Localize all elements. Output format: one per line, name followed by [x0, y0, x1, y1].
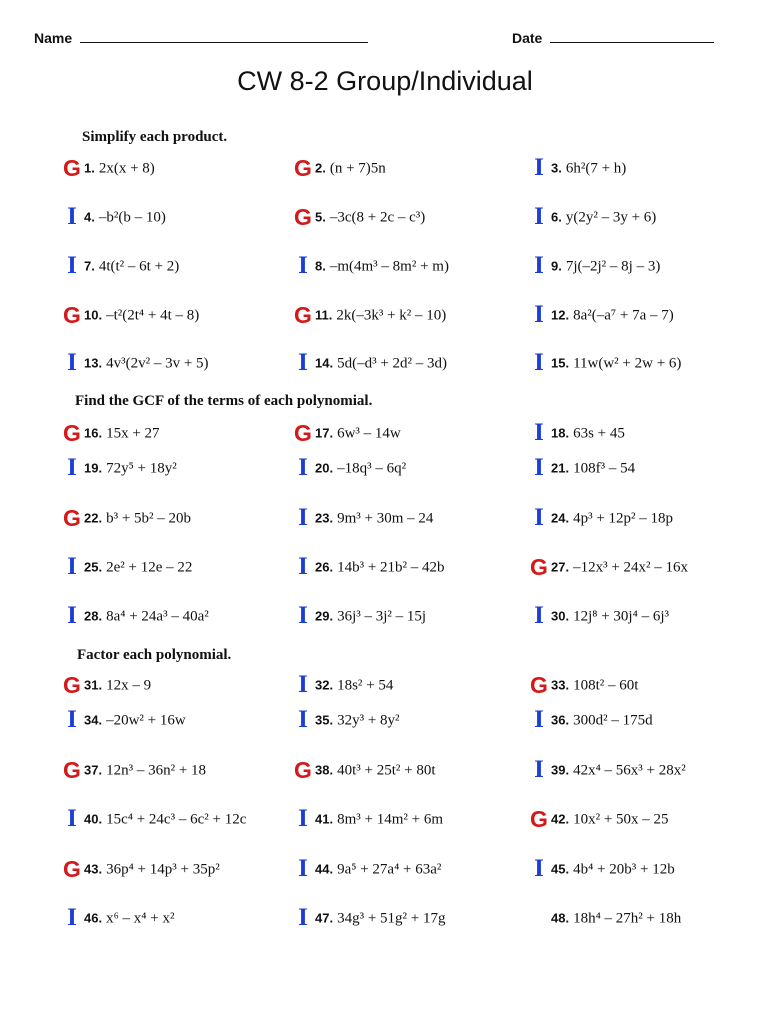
individual-mark: I — [534, 252, 544, 280]
group-mark: G — [63, 420, 81, 447]
problem-expression: 40t³ + 25t² + 80t — [337, 762, 436, 779]
problem-number: 33. — [551, 677, 570, 693]
problem-number: 1. — [84, 160, 95, 176]
problem-expression: 2x(x + 8) — [98, 160, 155, 177]
individual-mark: I — [534, 454, 544, 482]
problem-expression: 108f³ – 54 — [573, 460, 636, 477]
problem-expression: 42x⁴ – 56x³ + 28x² — [573, 762, 686, 779]
problem-number: 35. — [315, 712, 334, 728]
problem-expression: 63s + 45 — [573, 425, 625, 442]
problem-number: 43. — [84, 861, 103, 877]
problem-number: 14. — [315, 355, 334, 371]
worksheet-title: CW 8-2 Group/Individual — [237, 66, 533, 96]
problem-number: 31. — [84, 677, 103, 693]
individual-mark: I — [298, 349, 308, 377]
section-heading-gcf: Find the GCF of the terms of each polynomial. — [75, 393, 373, 409]
problem-item — [527, 420, 625, 446]
problem-item — [60, 806, 246, 832]
problem-expression: 11w(w² + 2w + 6) — [573, 355, 682, 372]
problem-item — [291, 155, 386, 181]
problem-item — [527, 757, 686, 783]
problem-item — [60, 554, 192, 580]
problem-item — [60, 603, 209, 629]
individual-mark: I — [534, 504, 544, 532]
problem-number: 21. — [551, 460, 570, 476]
individual-mark: I — [534, 855, 544, 883]
individual-mark: I — [67, 252, 77, 280]
date-line[interactable] — [550, 30, 714, 43]
problem-expression: –3c(8 + 2c – c³) — [329, 209, 426, 226]
problem-expression: 4b⁴ + 20b³ + 12b — [573, 861, 675, 878]
individual-mark: I — [534, 349, 544, 377]
problem-expression: y(2y² – 3y + 6) — [565, 209, 657, 226]
individual-mark: I — [67, 602, 77, 630]
problem-item — [60, 455, 177, 481]
problem-expression: –12x³ + 24x² – 16x — [573, 559, 689, 576]
problem-number: 46. — [84, 910, 103, 926]
problem-number: 10. — [84, 307, 103, 323]
individual-mark: I — [67, 454, 77, 482]
problem-expression: 7j(–2j² – 8j – 3) — [565, 258, 661, 275]
problem-number: 22. — [84, 510, 103, 526]
problem-item — [291, 856, 441, 882]
group-mark: G — [530, 806, 548, 833]
problem-expression: 9a⁵ + 27a⁴ + 63a² — [337, 861, 442, 878]
group-mark: G — [530, 554, 548, 581]
problem-number: 26. — [315, 559, 334, 575]
individual-mark: I — [298, 252, 308, 280]
problem-expression: 2e² + 12e – 22 — [106, 559, 193, 576]
individual-mark: I — [298, 805, 308, 833]
problem-expression: 8a²(–a⁷ + 7a – 7) — [573, 307, 674, 324]
problem-item — [60, 672, 151, 698]
problem-number: 5. — [315, 209, 326, 225]
problem-item — [527, 856, 675, 882]
problem-item — [291, 253, 449, 279]
individual-mark: I — [298, 671, 308, 699]
name-label: Name — [34, 30, 73, 46]
problem-number: 37. — [84, 762, 103, 778]
problem-number: 44. — [315, 861, 334, 877]
group-mark: G — [63, 505, 81, 532]
problem-item — [527, 672, 638, 698]
problem-expression: –m(4m³ – 8m² + m) — [329, 258, 449, 275]
problem-number: 9. — [551, 258, 562, 274]
problem-number: 2. — [315, 160, 326, 176]
problem-number: 32. — [315, 677, 334, 693]
problem-item — [291, 420, 401, 446]
problem-number: 45. — [551, 861, 570, 877]
problem-expression: 15c⁴ + 24c³ – 6c² + 12c — [106, 811, 247, 828]
problem-item — [60, 302, 199, 328]
problem-expression: 6w³ – 14w — [337, 425, 401, 442]
problem-number: 28. — [84, 608, 103, 624]
problem-item — [527, 253, 660, 279]
problem-expression: 18h⁴ – 27h² + 18h — [573, 910, 682, 927]
problem-number: 24. — [551, 510, 570, 526]
individual-mark: I — [534, 154, 544, 182]
problem-number: 11. — [315, 307, 333, 323]
problem-expression: b³ + 5b² – 20b — [106, 510, 192, 527]
group-mark: G — [63, 757, 81, 784]
problem-number: 38. — [315, 762, 334, 778]
individual-mark: I — [298, 504, 308, 532]
problem-number: 18. — [551, 425, 570, 441]
problem-number: 8. — [315, 258, 326, 274]
problem-item — [527, 905, 681, 931]
individual-mark: I — [298, 553, 308, 581]
problem-number: 36. — [551, 712, 570, 728]
individual-mark: I — [67, 706, 77, 734]
group-mark: G — [294, 302, 312, 329]
problem-number: 13. — [84, 355, 103, 371]
individual-mark: I — [534, 301, 544, 329]
individual-mark: I — [298, 904, 308, 932]
problem-item — [60, 350, 209, 376]
problem-item — [527, 455, 635, 481]
problem-expression: 12j⁸ + 30j⁴ – 6j³ — [573, 608, 669, 625]
date-field[interactable] — [512, 30, 714, 46]
problem-item — [60, 204, 166, 230]
individual-mark: I — [67, 203, 77, 231]
problem-item — [291, 707, 400, 733]
problem-expression: 32y³ + 8y² — [337, 712, 400, 729]
problem-item — [291, 905, 446, 931]
problem-item — [60, 505, 191, 531]
problem-number: 16. — [84, 425, 103, 441]
individual-mark: I — [298, 855, 308, 883]
problem-item — [527, 806, 669, 832]
problem-item — [291, 757, 436, 783]
problem-item — [527, 603, 669, 629]
problem-item — [291, 350, 447, 376]
name-line[interactable] — [80, 30, 368, 43]
group-mark: G — [294, 420, 312, 447]
section-heading-factor: Factor each polynomial. — [77, 647, 232, 663]
problem-number: 42. — [551, 811, 570, 827]
problem-number: 47. — [315, 910, 334, 926]
problem-expression: 4p³ + 12p² – 18p — [573, 510, 674, 527]
problem-item — [60, 253, 179, 279]
problem-number: 29. — [315, 608, 334, 624]
problem-expression: 300d² – 175d — [573, 712, 653, 729]
problem-expression: 14b³ + 21b² – 42b — [337, 559, 445, 576]
problem-expression: 18s² + 54 — [337, 677, 394, 694]
problem-number: 6. — [551, 209, 562, 225]
group-mark: G — [63, 672, 81, 699]
problem-item — [527, 554, 688, 580]
individual-mark: I — [67, 904, 77, 932]
problem-expression: 72y⁵ + 18y² — [106, 460, 177, 477]
problem-number: 3. — [551, 160, 562, 176]
problem-expression: (n + 7)5n — [329, 160, 386, 177]
group-mark: G — [530, 672, 548, 699]
problem-number: 41. — [315, 811, 334, 827]
problem-expression: 2k(–3k³ + k² – 10) — [336, 307, 447, 324]
problem-item — [291, 672, 393, 698]
group-mark: G — [294, 155, 312, 182]
problem-expression: 4v³(2v² – 3v + 5) — [106, 355, 209, 372]
problem-number: 7. — [84, 258, 95, 274]
individual-mark: I — [534, 706, 544, 734]
problem-expression: 9m³ + 30m – 24 — [337, 510, 434, 527]
problem-expression: 36p⁴ + 14p³ + 35p² — [106, 861, 220, 878]
problem-item — [60, 707, 186, 733]
group-mark: G — [294, 204, 312, 231]
problem-number: 15. — [551, 355, 570, 371]
section-heading-simplify: Simplify each product. — [82, 129, 228, 145]
problem-item — [291, 554, 445, 580]
individual-mark: I — [298, 706, 308, 734]
group-mark: G — [294, 757, 312, 784]
problem-expression: 108t² – 60t — [573, 677, 639, 694]
problem-item — [291, 806, 443, 832]
problem-item — [60, 856, 220, 882]
problem-expression: 5d(–d³ + 2d² – 3d) — [337, 355, 448, 372]
problem-number: 19. — [84, 460, 103, 476]
problem-number: 40. — [84, 811, 103, 827]
problem-number: 12. — [551, 307, 570, 323]
problem-item — [291, 603, 426, 629]
problem-item — [60, 420, 160, 446]
problem-expression: x⁶ – x⁴ + x² — [106, 910, 175, 927]
problem-item — [60, 757, 206, 783]
individual-mark: I — [67, 553, 77, 581]
problem-expression: 8m³ + 14m² + 6m — [337, 811, 443, 828]
problem-expression: 12x – 9 — [106, 677, 152, 694]
problem-expression: 4t(t² – 6t + 2) — [98, 258, 180, 275]
problem-item — [527, 204, 656, 230]
group-mark: G — [63, 155, 81, 182]
problem-expression: –20w² + 16w — [106, 712, 186, 729]
individual-mark: I — [534, 203, 544, 231]
problem-item — [527, 505, 673, 531]
problem-number: 20. — [315, 460, 334, 476]
problem-item — [527, 707, 653, 733]
individual-mark: I — [534, 602, 544, 630]
problem-expression: –t²(2t⁴ + 4t – 8) — [106, 307, 200, 324]
problem-item — [291, 505, 433, 531]
problem-expression: –18q³ – 6q² — [337, 460, 407, 477]
individual-mark: I — [67, 349, 77, 377]
problem-expression: –b²(b – 10) — [98, 209, 166, 226]
problem-number: 39. — [551, 762, 570, 778]
problem-item — [527, 350, 681, 376]
problem-expression: 15x + 27 — [106, 425, 160, 442]
problem-item — [527, 155, 626, 181]
problem-item — [291, 302, 446, 328]
problem-item — [291, 204, 425, 230]
problem-expression: 36j³ – 3j² – 15j — [337, 608, 427, 625]
problem-number: 4. — [84, 209, 95, 225]
individual-mark: I — [298, 454, 308, 482]
problem-expression: 12n³ – 36n² + 18 — [106, 762, 207, 779]
problem-item — [60, 905, 175, 931]
problem-item — [291, 455, 406, 481]
problem-number: 23. — [315, 510, 334, 526]
problem-number: 34. — [84, 712, 103, 728]
individual-mark: I — [534, 419, 544, 447]
problem-expression: 8a⁴ + 24a³ – 40a² — [106, 608, 209, 625]
problem-expression: 34g³ + 51g² + 17g — [337, 910, 446, 927]
problem-number: 30. — [551, 608, 570, 624]
problem-number: 48. — [551, 910, 570, 926]
individual-mark: I — [67, 805, 77, 833]
name-field[interactable] — [34, 30, 368, 46]
problem-expression: 10x² + 50x – 25 — [573, 811, 669, 828]
date-label: Date — [512, 30, 543, 46]
individual-mark: I — [298, 602, 308, 630]
problem-item — [60, 155, 155, 181]
problem-number: 27. — [551, 559, 570, 575]
problem-number: 25. — [84, 559, 103, 575]
group-mark: G — [63, 302, 81, 329]
problem-expression: 6h²(7 + h) — [565, 160, 627, 177]
individual-mark: I — [534, 756, 544, 784]
problem-number: 17. — [315, 425, 334, 441]
group-mark: G — [63, 856, 81, 883]
problem-item — [527, 302, 674, 328]
